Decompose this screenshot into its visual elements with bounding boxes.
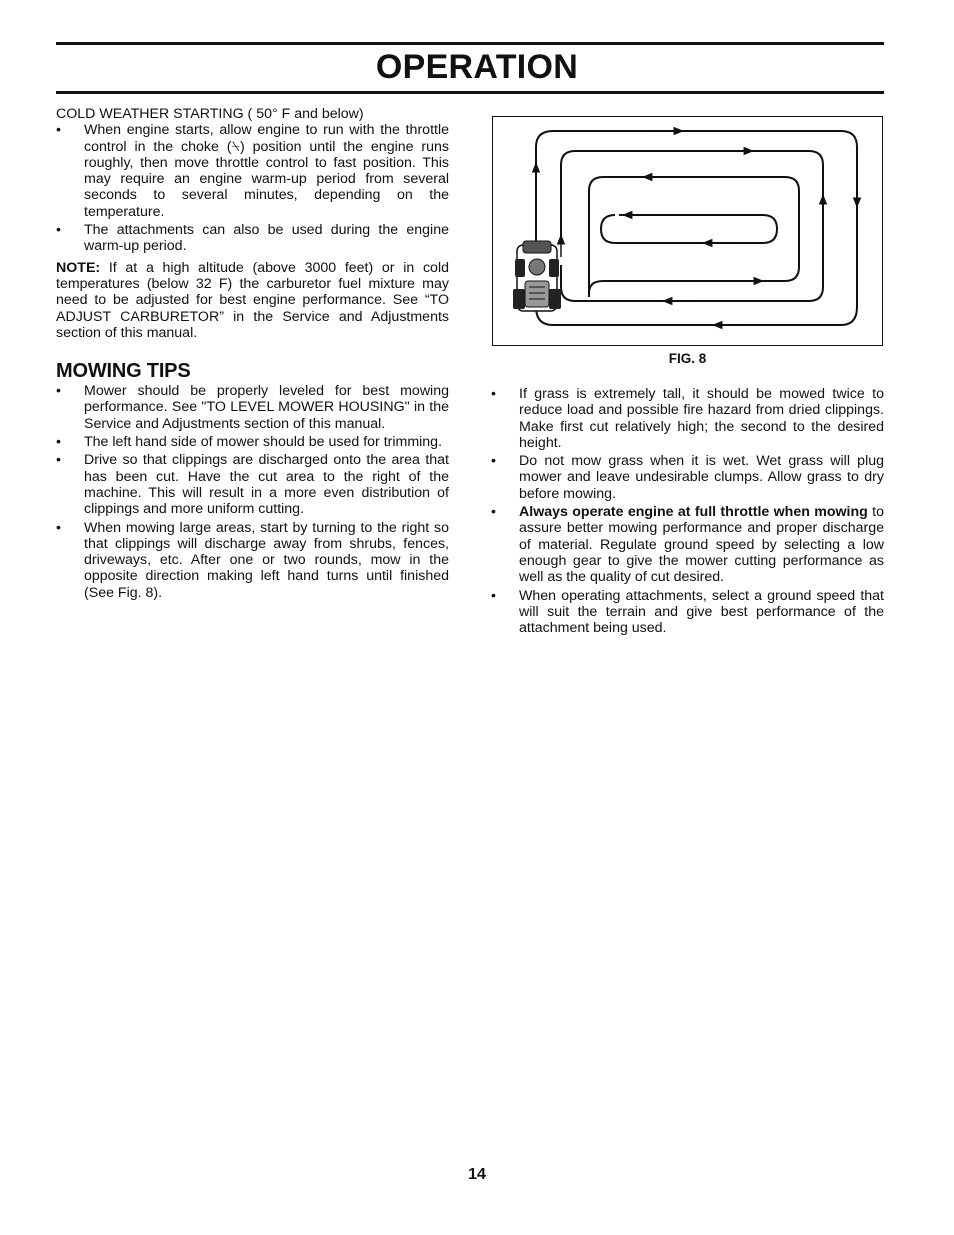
- bullet-icon: •: [56, 434, 61, 451]
- cold-weather-list: [56, 122, 449, 254]
- outer-mow-path: [536, 131, 857, 325]
- left-column: [56, 106, 449, 603]
- bullet-text: If grass is extremely tall, it should be mowed twice to reduce load and possible fire hazard from dried clippings. Make first cut relatively high; the second to the desired height.: [519, 386, 884, 451]
- header-rule-top: [56, 42, 884, 45]
- mowing-pattern-diagram: [493, 117, 881, 344]
- bullet-text: When operating attachments, select a ground speed that will suit the terrain and give best performance of the attachment being used.: [519, 587, 884, 637]
- bullet-icon: •: [491, 587, 496, 604]
- bullet-text: to assure better mowing performance and proper discharge of material. Regulate ground speed by selecting a low enough gear to give the mower cutting performance as well as the quality of cut desired.: [519, 504, 884, 586]
- page-title: OPERATION: [375, 48, 579, 86]
- bullet-icon: •: [56, 222, 61, 239]
- list-item: [491, 453, 884, 502]
- list-item: [56, 222, 449, 255]
- figure-mowing-pattern: [492, 116, 883, 346]
- bullet-text: When engine starts, allow engine to run with the throttle control in the choke (⍀) position until the engine runs roughly, then move throttle control to fast position. This may require an engine warm-up period from several seconds to several minutes, depending on the temperature.: [84, 122, 449, 220]
- list-item: [491, 386, 884, 451]
- riding-mower-icon: [513, 241, 561, 311]
- bullet-icon: •: [56, 452, 61, 469]
- bullet-icon: •: [491, 453, 496, 470]
- list-item: [56, 122, 449, 220]
- bullet-text: The left hand side of mower should be used for trimming.: [84, 434, 443, 451]
- list-item: [56, 520, 449, 601]
- bullet-text: The attachments can also be used during the engine warm-up period.: [84, 222, 449, 255]
- bullet-text: When mowing large areas, start by turning to the right so that clippings will discharge away from shrubs, fences, driveways, etc. After one or two rounds, mow in the opposite direction making left hand turns until finished (See Fig. 8).: [84, 519, 449, 601]
- list-item: [56, 434, 449, 450]
- cold-weather-heading: COLD WEATHER STARTING ( 50° F and below): [56, 106, 364, 122]
- bullet-text: Mower should be properly leveled for best mowing performance. See "TO LEVEL MOWER HOUSING" in the Service and Adjustments section of this manual.: [84, 383, 449, 432]
- figure-caption: FIG. 8: [668, 351, 707, 366]
- bullet-bold-text: Always operate engine at full throttle when mowing: [519, 504, 868, 521]
- bullet-icon: •: [491, 504, 496, 521]
- mowing-tips-heading: MOWING TIPS: [56, 360, 191, 383]
- bullet-icon: •: [56, 519, 61, 536]
- inner-mow-path: [601, 215, 777, 243]
- bullet-icon: •: [56, 383, 61, 400]
- mowing-tips-list-continued: [491, 386, 884, 636]
- page-number: 14: [468, 1166, 486, 1183]
- mowing-tips-list: [56, 383, 449, 601]
- list-item: [56, 452, 449, 517]
- third-mow-path: [589, 177, 799, 297]
- note-label: NOTE:: [56, 259, 101, 276]
- header-rule-bottom: [56, 91, 884, 94]
- bullet-text: Drive so that clippings are discharged onto the area that has been cut. Have the cut area to the right of the machine. This will result in a more even distribution of clippings and more uniform cutting.: [84, 452, 449, 518]
- note-paragraph: [56, 260, 449, 341]
- list-item: [491, 588, 884, 637]
- bullet-icon: •: [491, 386, 496, 402]
- bullet-text: Do not mow grass when it is wet. Wet grass will plug mower and leave undesirable clumps. Allow grass to dry before mowing.: [519, 453, 884, 502]
- list-item: [491, 504, 884, 585]
- bullet-icon: •: [56, 122, 61, 139]
- list-item: [56, 383, 449, 432]
- right-column: [491, 386, 884, 638]
- note-text: If at a high altitude (above 3000 feet) or in cold temperatures (below 32 F) the carburetor fuel mixture may need to be adjusted for best engine performance. See “TO ADJUST CARBURETOR” in the Service and Adjustments section of this manual.: [56, 259, 449, 341]
